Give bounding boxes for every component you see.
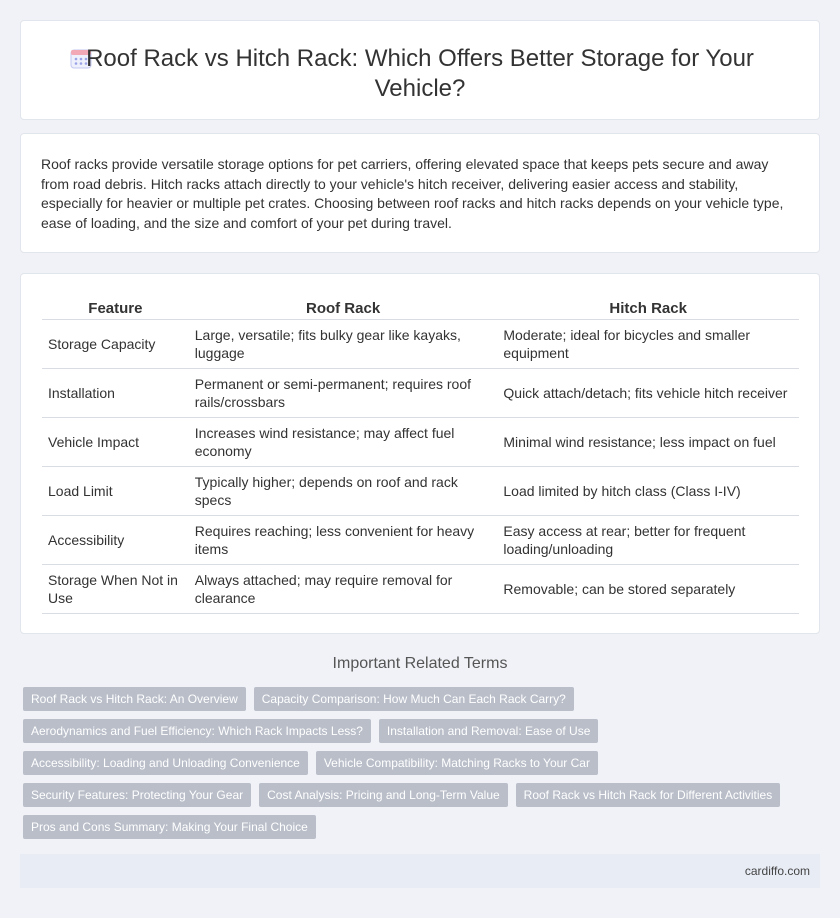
page-title: Roof Rack vs Hitch Rack: Which Offers Better Storage for Your Vehicle? bbox=[86, 45, 754, 102]
related-term-tag[interactable]: Accessibility: Loading and Unloading Convenience bbox=[23, 751, 308, 775]
related-terms-heading: Important Related Terms bbox=[332, 655, 508, 672]
header-feature: Feature bbox=[42, 295, 189, 319]
table-row bbox=[42, 515, 799, 564]
related-term-tag[interactable]: Security Features: Protecting Your Gear bbox=[23, 783, 251, 807]
table-header-row bbox=[42, 295, 799, 319]
cell-roof-rack: Increases wind resistance; may affect fuel economy bbox=[189, 417, 498, 466]
cell-feature: Vehicle Impact bbox=[42, 417, 189, 466]
intro-paragraph: Roof racks provide versatile storage options for pet carriers, offering elevated space that keeps pets secure and away from road debris. Hitch racks attach directly to your vehicle's hitch receiver, delivering easier access and stability, especially for heavier or multiple pet crates. Choosing between roof racks and hitch racks depends on your vehicle type, ease of loading, and the size and comfort of your pet during travel. bbox=[41, 156, 784, 231]
related-term-tag[interactable]: Aerodynamics and Fuel Efficiency: Which Rack Impacts Less? bbox=[23, 719, 371, 743]
cell-hitch-rack: Moderate; ideal for bicycles and smaller equipment bbox=[497, 319, 799, 368]
cell-feature: Storage Capacity bbox=[42, 319, 189, 368]
cell-feature: Storage When Not in Use bbox=[42, 564, 189, 613]
header-hitch-rack: Hitch Rack bbox=[497, 295, 799, 319]
related-term-tag[interactable]: Capacity Comparison: How Much Can Each Rack Carry? bbox=[254, 687, 574, 711]
related-terms-list bbox=[23, 687, 813, 839]
table-row bbox=[42, 564, 799, 613]
related-term-tag[interactable]: Pros and Cons Summary: Making Your Final Choice bbox=[23, 815, 316, 839]
cell-hitch-rack: Quick attach/detach; fits vehicle hitch receiver bbox=[497, 368, 799, 417]
footer bbox=[20, 854, 820, 888]
cell-hitch-rack: Easy access at rear; better for frequent loading/unloading bbox=[497, 515, 799, 564]
title-card bbox=[20, 20, 820, 120]
table-row bbox=[42, 368, 799, 417]
cell-hitch-rack: Removable; can be stored separately bbox=[497, 564, 799, 613]
comparison-card bbox=[20, 273, 820, 634]
table-row bbox=[42, 466, 799, 515]
cell-roof-rack: Typically higher; depends on roof and rack specs bbox=[189, 466, 498, 515]
cell-roof-rack: Large, versatile; fits bulky gear like kayaks, luggage bbox=[189, 319, 498, 368]
cell-hitch-rack: Minimal wind resistance; less impact on fuel bbox=[497, 417, 799, 466]
related-term-tag[interactable]: Installation and Removal: Ease of Use bbox=[379, 719, 598, 743]
related-term-tag[interactable]: Roof Rack vs Hitch Rack for Different Activities bbox=[516, 783, 781, 807]
footer-domain: cardiffo.com bbox=[744, 864, 810, 878]
cell-feature: Load Limit bbox=[42, 466, 189, 515]
cell-hitch-rack: Load limited by hitch class (Class I-IV) bbox=[497, 466, 799, 515]
cell-feature: Accessibility bbox=[42, 515, 189, 564]
header-roof-rack: Roof Rack bbox=[189, 295, 498, 319]
related-term-tag[interactable]: Roof Rack vs Hitch Rack: An Overview bbox=[23, 687, 246, 711]
table-row bbox=[42, 319, 799, 368]
cell-roof-rack: Always attached; may require removal for clearance bbox=[189, 564, 498, 613]
intro-card bbox=[20, 133, 820, 253]
comparison-table bbox=[42, 295, 799, 614]
related-term-tag[interactable]: Vehicle Compatibility: Matching Racks to Your Car bbox=[316, 751, 598, 775]
cell-roof-rack: Permanent or semi-permanent; requires roof rails/crossbars bbox=[189, 368, 498, 417]
table-row bbox=[42, 417, 799, 466]
related-term-tag[interactable]: Cost Analysis: Pricing and Long-Term Value bbox=[259, 783, 508, 807]
cell-roof-rack: Requires reaching; less convenient for heavy items bbox=[189, 515, 498, 564]
cell-feature: Installation bbox=[42, 368, 189, 417]
